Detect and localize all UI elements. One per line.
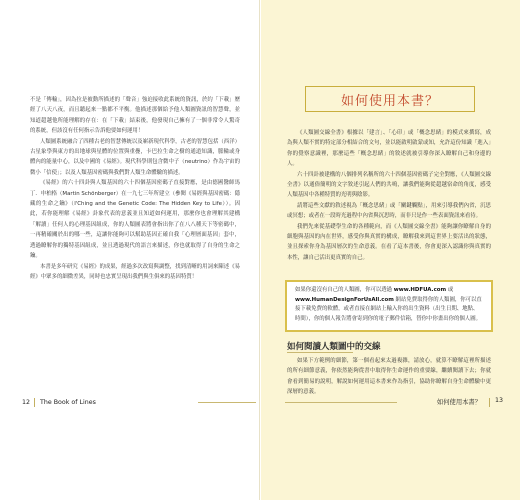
right-page-body (287, 128, 491, 263)
left-paragraph: 本書是多年研究《易經》的成果，經過多次改寫與調整，找到清晰的用詞來陳述《易經》中眾多的細微差異，同時也忠實呈現出我們與生俱來的基因特質！ (30, 263, 240, 280)
chapter-title-box (305, 86, 475, 112)
section-paragraph: 如果下方範例的細節，第一個看起來太過複雜，請放心，就算不瞭解這裡所描述的所有細節意義，你依然能夠從書中取得你生命運作的重要線，繼續閱讀下去；你就會看到簡易的說明，解說如何運用這本書來作為指引，協助你瞭解自身生命體驗中更深層的意義。 (287, 358, 491, 396)
chart-notice-box (285, 280, 493, 332)
left-page-number: 12 (22, 398, 31, 406)
section-body (287, 356, 491, 398)
running-head-book-title: The Book of Lines (40, 398, 96, 406)
footer-separator (489, 398, 490, 407)
right-paragraph: 《人類圖交線全書》根據以「建言」、「心印」或「概念思緒」的模式來撰寫，成為與人類不實的特定部分相結合的文句，並以能啟明啟蒙或知，允許這份知識「進入」你的覺察意識裡，那麼這些「概念思緒」的敘述就被引導你深入瞭解自己和身邊的人。 (287, 130, 491, 168)
notice-url-humandesign[interactable]: www.HumanDesignForUsAll.com (295, 296, 394, 303)
footer-separator (34, 398, 35, 407)
left-paragraph: 不是「傳輸」，因為拉是被動所描述的「聲音」強迫接收此系統的資訊，於約「下載」歷經了八天八夜，而且聽起來一點都不平衡。他描述那個給予他人類圖資訊的智慧聲，並知道超越他所能理解的存在：在「下載」結束後，他發現自己擁有了一個非常令人驚奇的系統，但該沒有任何指示告訴他要如何運用！ (30, 97, 240, 135)
footer-rule (198, 402, 256, 403)
left-paragraph: 人類圖系統融合了四種古老的智慧傳統以及嶄新現代科學，古老的智慧包括（西洋）古星象學與東方的出地球與星體的位置與重疊，卡巴拉生命之樹的通道知識，脈輪或身體內的能量中心，以及中國的《易經》。現代科學則包含微中子（neutrino）作為宇宙的微小「信使」；以及人類基因密碼與我們對人類生命體驗的描述。 (30, 138, 240, 176)
notice-text-before: 如果你還沒有自己的人類圖，你可以透過 (295, 287, 393, 293)
right-page (261, 0, 520, 500)
left-page-footer (22, 397, 258, 407)
left-paragraph: 《易經》的六十四卦與人類基因的六十四個基因密碼子直接對應，是由德國醫師馬丁．申柏格（Martin Schönberger）在一九七三年所建立（參閱《易經與基因密碼：隱藏的生命之鑰》（I'Ching and the Genetic Code: The Hidden Key to Life））。因此，若你能理解《易經》卦象代表的意義並且知道如何運用，那麼你也會理解其建構「解讀」任何人的心理基因組成，你的人類圖表將會指出你了在八八種天下等密碼中，一再精確關於出的哪一些，這讓你能夠可以幫助基因正確自我「心理層面基因」套中，透過瞭解你的獨特基因組成，並且透過現代的語言來描述，你也就取得了自身的生命之鑰。 (30, 180, 240, 260)
running-head-chapter: 如何使用本書？ (436, 399, 481, 406)
chapter-title: 如何使用本書？ (340, 93, 439, 109)
footer-rule (285, 402, 397, 403)
right-page-footer (285, 397, 507, 407)
section-rule (287, 352, 353, 353)
right-paragraph: 我們先來從基礎學生命的各種範向，而《人類圖交線全書》能夠讓你瞭解自身的細胞與基因的內在世界，感受你與真實的構成，瞭解我來到這世界上要活出的狀態，並且探索你身為基因層次的生命意義。在看了這本書後，你會更深入認識你與真實的本性，讓自己活出更真實的自己。 (287, 223, 491, 261)
right-paragraph: 六十四卦被建構的八個排列名稱所的六十四個基因密碼子完全對應，《人類圖交線全書》以通俗簡明的文字敘述引起人們的共鳴，讓我們能夠從超越宿命的角度，感受人類基因中各種特質的光明與陰影。 (287, 171, 491, 199)
section-heading: 如何閱讀人類圖中的交線 (287, 342, 381, 352)
right-page-number: 13 (494, 397, 503, 404)
right-paragraph: 請將這些文獻的敘述視為「概念思緒」或「關鍵觸點」，用來引導我們內省，沉思或冥想；或者在一段時光過程中內省與沉思時，而非只是作一些表面資訊來看待。 (287, 202, 491, 220)
notice-text-after: 網站免費取得你的人類圖，你可以直接下載免費的軟體，或者直接在網站上輸入你的出生資料（出生日期、地點、時間），你的個人報告將會寄到你的電子郵件信箱，替你中你畫出你的個人圖。 (295, 296, 482, 322)
notice-url-hdfua[interactable]: www.HDFUA.com (393, 287, 447, 293)
notice-text-mid: 或 (447, 287, 454, 293)
left-page-body (30, 95, 240, 282)
